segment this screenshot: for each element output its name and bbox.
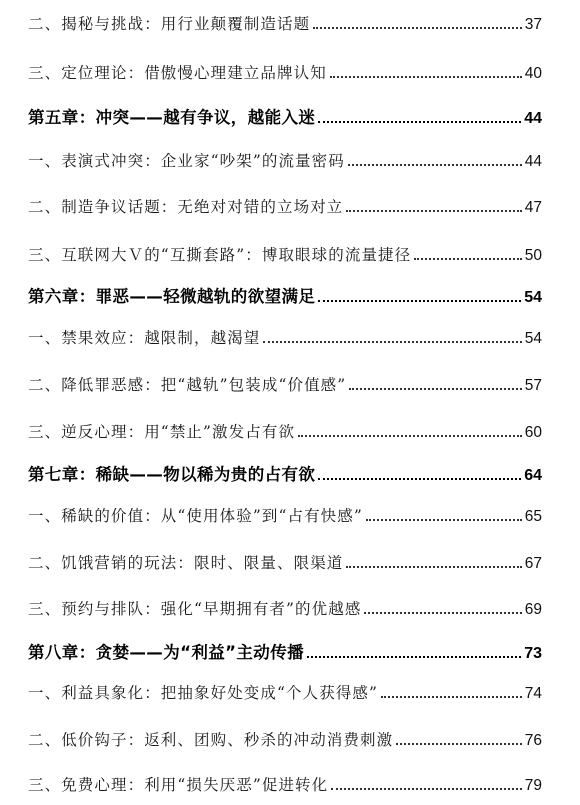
toc-page-number: 65 — [524, 508, 542, 525]
toc-chapter[interactable] — [28, 277, 542, 307]
toc-page-number: 54 — [524, 330, 542, 347]
toc-entry-title: 三、互联网大Ｖ的“互撕套路”：博取眼球的流量捷径 — [28, 246, 412, 264]
dot-leader — [348, 164, 522, 166]
toc-page-number: 67 — [524, 555, 542, 572]
toc-entry[interactable] — [28, 589, 542, 619]
toc-chapter[interactable] — [28, 98, 542, 128]
toc-page-number: 74 — [524, 685, 542, 702]
dot-leader — [331, 788, 522, 790]
toc-entry[interactable] — [28, 141, 542, 171]
toc-entry-title: 二、低价钩子：返利、团购、秒杀的冲动消费刺激 — [28, 731, 394, 749]
dot-leader — [307, 656, 521, 658]
dot-leader — [346, 566, 521, 568]
dot-leader — [366, 519, 522, 521]
dot-leader — [396, 743, 522, 745]
toc-entry-title: 一、利益具象化：把抽象好处变成“个人获得感” — [28, 684, 379, 702]
toc-page-number: 50 — [524, 247, 542, 264]
toc-page-number: 60 — [524, 424, 542, 441]
toc-entry[interactable] — [28, 673, 542, 703]
toc-entry-title: 二、制造争议话题：无绝对对错的立场对立 — [28, 198, 344, 216]
dot-leader — [318, 121, 521, 123]
toc-page-number: 40 — [524, 65, 542, 82]
dot-leader — [364, 612, 521, 614]
toc-entry-title: 三、免费心理：利用“损失厌恶”促进转化 — [28, 776, 329, 794]
toc-chapter[interactable] — [28, 455, 542, 485]
dot-leader — [318, 300, 521, 302]
toc-entry[interactable] — [28, 365, 542, 395]
toc-page-number: 69 — [524, 601, 542, 618]
toc-page-number: 73 — [524, 645, 542, 662]
toc-page-number: 44 — [524, 153, 542, 170]
toc-entry[interactable] — [28, 235, 542, 265]
toc-page-number: 79 — [524, 777, 542, 794]
dot-leader — [318, 478, 521, 480]
toc-page-number: 64 — [524, 467, 542, 484]
dot-leader — [346, 210, 521, 212]
toc-chapter-title: 第八章：贪婪——为“利益”主动传播 — [28, 643, 304, 662]
toc-entry-title: 二、揭秘与挑战：用行业颠覆制造话题 — [28, 15, 311, 33]
toc-entry-title: 二、降低罪恶感：把“越轨”包装成“价值感” — [28, 376, 347, 394]
toc-entry[interactable] — [28, 765, 542, 795]
dot-leader — [414, 258, 522, 260]
toc-chapter[interactable] — [28, 633, 542, 663]
toc-entry[interactable] — [28, 187, 542, 217]
toc-page-number: 47 — [524, 199, 542, 216]
toc-page-number: 76 — [524, 732, 542, 749]
toc-entry-title: 一、表演式冲突：企业家“吵架”的流量密码 — [28, 152, 345, 170]
dot-leader — [381, 696, 522, 698]
toc-entry-title: 二、饥饿营销的玩法：限时、限量、限渠道 — [28, 554, 344, 572]
toc-entry[interactable] — [28, 496, 542, 526]
dot-leader — [330, 76, 522, 78]
toc-page-number: 44 — [524, 110, 542, 127]
toc-chapter-title: 第六章：罪恶——轻微越轨的欲望满足 — [28, 287, 316, 306]
toc-entry[interactable] — [28, 720, 542, 750]
toc-entry[interactable] — [28, 53, 542, 83]
toc-entry[interactable] — [28, 318, 542, 348]
toc-entry[interactable] — [28, 4, 542, 34]
dot-leader — [298, 435, 522, 437]
toc-page-number: 57 — [524, 377, 542, 394]
toc-entry-title: 三、逆反心理：用“禁止”激发占有欲 — [28, 423, 296, 441]
toc-entry[interactable] — [28, 543, 542, 573]
toc-chapter-title: 第五章：冲突——越有争议，越能入迷 — [28, 108, 316, 127]
dot-leader — [313, 27, 522, 29]
toc-entry-title: 三、预约与排队：强化“早期拥有者”的优越感 — [28, 600, 362, 618]
toc-entry-title: 三、定位理论：借傲慢心理建立品牌认知 — [28, 64, 327, 82]
dot-leader — [349, 388, 521, 390]
dot-leader — [263, 341, 521, 343]
toc-page-number: 37 — [524, 16, 542, 33]
toc-chapter-title: 第七章：稀缺——物以稀为贵的占有欲 — [28, 465, 316, 484]
toc-entry-title: 一、禁果效应：越限制，越渴望 — [28, 329, 261, 347]
toc-page-number: 54 — [524, 289, 542, 306]
toc-entry-title: 一、稀缺的价值：从“使用体验”到“占有快感” — [28, 507, 363, 525]
toc-entry[interactable] — [28, 412, 542, 442]
